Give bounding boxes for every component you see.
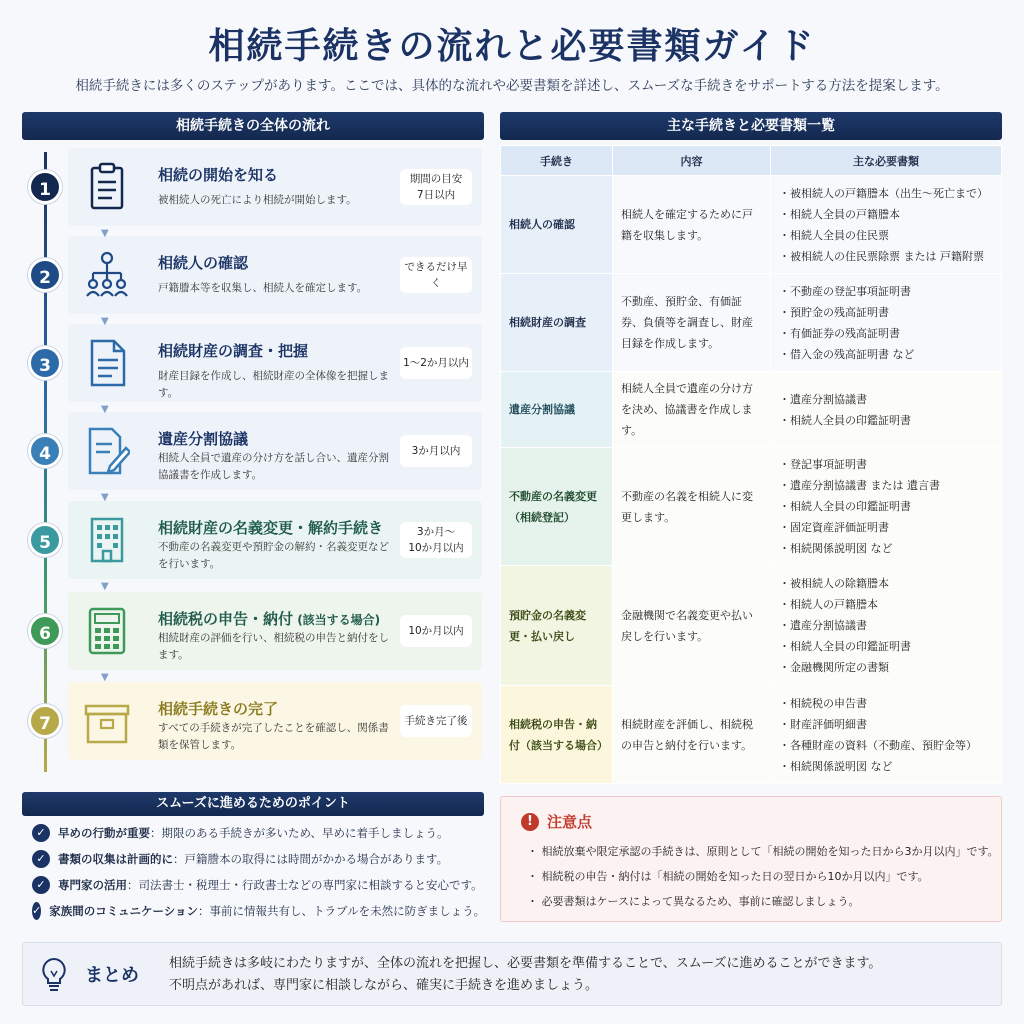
point-item [22, 872, 484, 898]
step-number: 3 [28, 346, 62, 380]
step-duration-badge: できるだけ早く [400, 257, 472, 293]
col-header-proc: 手続き [501, 146, 613, 176]
document-item: ・相続人全員の印鑑証明書 [779, 413, 911, 427]
flow-step [68, 412, 482, 490]
step-duration-badge: 手続き完了後 [400, 705, 472, 737]
document-item: ・遺産分割協議書 [779, 619, 867, 632]
step-title-note: (該当する場合) [293, 613, 381, 627]
document-item: ・固定資産評価証明書 [779, 521, 889, 534]
document-item: ・金融機関所定の書類 [779, 661, 889, 674]
down-arrow-icon: ▼ [101, 672, 109, 683]
caution-item: ・ 相続放棄や限定承認の手続きは、原則として「相続の開始を知った日から3か月以内」です。 [527, 845, 999, 858]
col-header-docs: 主な必要書類 [771, 146, 1002, 176]
down-arrow-icon: ▼ [101, 316, 109, 327]
step-description: 相続財産の評価を行い、相続税の申告と納付をします。 [158, 632, 389, 661]
document-item: ・相続人全員の住民票 [779, 228, 889, 242]
cell-documents [771, 176, 1002, 274]
document-item: ・借入金の残高証明書 など [779, 347, 915, 361]
page-subtitle: 相続手続きには多くのステップがあります。ここでは、具体的な流れや必要書類を詳述し、スムーズな手続きをサポートする方法を提案します。 [75, 78, 949, 94]
step-duration-badge: 1〜2か月以内 [400, 347, 472, 379]
check-icon: ✓ [32, 876, 50, 894]
step-title: 相続の開始を知る [158, 166, 279, 184]
document-item: ・不動産の登記事項証明書 [779, 284, 911, 298]
document-item: ・被相続人の住民票除票 または 戸籍附票 [779, 249, 984, 263]
summary-text [169, 953, 881, 997]
step-description: 不動産の名義変更や預貯金の解約・名義変更などを行います。 [158, 541, 389, 570]
points-header: スムーズに進めるためのポイント [22, 792, 484, 816]
point-text: ：期限のある手続きが多いため、早めに着手しましょう。 [150, 826, 449, 840]
cell-procedure: 遺産分割協議 [501, 372, 613, 448]
table-row [501, 372, 1002, 448]
step-title: 相続財産の調査・把握 [158, 342, 309, 360]
summary-line-2: 不明点があれば、専門家に相談しながら、確実に手続きを進めましょう。 [169, 978, 599, 993]
point-label: 早めの行動が重要 [58, 826, 150, 840]
step-number: 4 [28, 434, 62, 468]
down-arrow-icon: ▼ [101, 404, 109, 415]
document-item: ・相続人全員の印鑑証明書 [779, 640, 911, 653]
step-number: 6 [28, 614, 62, 648]
summary-line-1: 相続手続きは多岐にわたりますが、全体の流れを把握し、必要書類を準備することで、スムーズに進めることができます。 [169, 956, 882, 971]
point-item [22, 846, 484, 872]
cell-procedure: 不動産の名義変更（相続登記） [501, 448, 613, 566]
cell-documents [771, 274, 1002, 372]
calculator-icon [84, 606, 130, 656]
document-item: ・預貯金の残高証明書 [779, 305, 889, 319]
document-item: ・相続人の戸籍謄本 [779, 598, 878, 611]
check-icon: ✓ [32, 824, 50, 842]
document-pen-icon [84, 426, 130, 476]
step-description: 被相続人の死亡により相続が開始します。 [158, 194, 357, 206]
cell-procedure: 預貯金の名義変更・払い戻し [501, 566, 613, 686]
down-arrow-icon: ▼ [101, 492, 109, 503]
cell-documents [771, 448, 1002, 566]
document-item: ・相続人全員の戸籍謄本 [779, 207, 900, 221]
family-tree-icon [84, 250, 130, 300]
document-item: ・被相続人の戸籍謄本（出生〜死亡まで） [779, 186, 988, 200]
step-title: 相続手続きの完了 [158, 700, 279, 718]
cell-content: 不動産の名義を相続人に変更します。 [613, 448, 771, 566]
caution-label: 注意点 [547, 813, 593, 831]
step-number: 1 [28, 170, 62, 204]
step-title: 相続人の確認 [158, 254, 249, 272]
document-item: ・相続関係説明図 など [779, 759, 893, 773]
cell-documents [771, 686, 1002, 784]
point-label: 家族間のコミュニケーション [49, 904, 199, 918]
cell-content: 不動産、預貯金、有価証券、負債等を調査し、財産目録を作成します。 [613, 274, 771, 372]
summary-label: まとめ [85, 965, 139, 986]
point-text: ：司法書士・税理士・行政書士などの専門家に相談すると安心です。 [127, 878, 483, 892]
point-item [22, 898, 484, 924]
document-item: ・遺産分割協議書 [779, 392, 867, 406]
box-icon [84, 696, 130, 746]
cell-documents [771, 566, 1002, 686]
flow-step [68, 236, 482, 314]
step-description: 相続人全員で遺産の分け方を話し合い、遺産分割協議書を作成します。 [158, 452, 389, 481]
step-number: 2 [28, 258, 62, 292]
caution-item: ・ 相続税の申告・納付は「相続の開始を知った日の翌日から10か月以内」です。 [527, 870, 929, 883]
step-duration-badge: 3か月〜 10か月以内 [400, 522, 472, 558]
document-icon [84, 338, 130, 388]
document-item: ・相続関係説明図 など [779, 542, 893, 555]
caution-title [521, 811, 592, 832]
cell-procedure: 相続財産の調査 [501, 274, 613, 372]
step-title: 相続税の申告・納付 (該当する場合) [158, 610, 381, 628]
step-number: 7 [28, 704, 62, 738]
flow-step [68, 592, 482, 670]
point-text: ：戸籍謄本の取得には時間がかかる場合があります。 [173, 852, 449, 866]
cell-content: 金融機関で名義変更や払い戻しを行います。 [613, 566, 771, 686]
step-number: 5 [28, 523, 62, 557]
document-item: ・財産評価明細書 [779, 717, 867, 731]
point-label: 書類の収集は計画的に [58, 852, 173, 866]
flow-step [68, 501, 482, 579]
document-item: ・被相続人の除籍謄本 [779, 577, 889, 590]
docs-table-header: 主な手続きと必要書類一覧 [500, 112, 1002, 140]
col-header-content: 内容 [613, 146, 771, 176]
table-row [501, 686, 1002, 784]
cell-content: 相続人を確定するために戸籍を収集します。 [613, 176, 771, 274]
flow-step [68, 324, 482, 402]
down-arrow-icon: ▼ [101, 581, 109, 592]
step-title: 相続財産の名義変更・解約手続き [158, 519, 384, 537]
table-row [501, 566, 1002, 686]
flow-step [68, 148, 482, 226]
point-item [22, 820, 484, 846]
clipboard-icon [84, 162, 130, 212]
caution-list [527, 839, 999, 914]
caution-box [500, 796, 1002, 922]
step-description: すべての手続きが完了したことを確認し、関係書類を保管します。 [158, 722, 389, 751]
document-item: ・相続税の申告書 [779, 696, 867, 710]
point-text: ：事前に情報共有し、トラブルを未然に防ぎましょう。 [198, 904, 486, 918]
exclamation-icon: ! [521, 813, 539, 831]
step-duration-badge: 10か月以内 [400, 615, 472, 647]
lightbulb-icon [39, 957, 69, 993]
building-icon [84, 515, 130, 565]
step-description: 戸籍謄本等を収集し、相続人を確定します。 [158, 282, 368, 294]
document-item: ・登記事項証明書 [779, 458, 867, 471]
document-item: ・遺産分割協議書 または 遺言書 [779, 479, 940, 492]
flow-step [68, 682, 482, 760]
cell-content: 相続人全員で遺産の分け方を決め、協議書を作成します。 [613, 372, 771, 448]
check-icon: ✓ [32, 902, 41, 920]
table-row [501, 274, 1002, 372]
step-duration-badge: 期間の目安 7日以内 [400, 169, 472, 205]
cell-documents [771, 372, 1002, 448]
docs-table [500, 145, 1002, 784]
cell-procedure: 相続税の申告・納付（該当する場合） [501, 686, 613, 784]
page-title: 相続手続きの流れと必要書類ガイド [208, 25, 816, 67]
caution-item: ・ 必要書類はケースによって異なるため、事前に確認しましょう。 [527, 895, 860, 908]
document-item: ・各種財産の資料（不動産、預貯金等） [779, 738, 977, 752]
table-row [501, 448, 1002, 566]
step-title: 遺産分割協議 [158, 430, 249, 448]
down-arrow-icon: ▼ [101, 228, 109, 239]
step-duration-badge: 3か月以内 [400, 435, 472, 467]
flow-header: 相続手続きの全体の流れ [22, 112, 484, 140]
cell-procedure: 相続人の確認 [501, 176, 613, 274]
step-description: 財産目録を作成し、相続財産の全体像を把握します。 [158, 370, 389, 399]
points-list [22, 820, 484, 924]
table-row [501, 176, 1002, 274]
document-item: ・相続人全員の印鑑証明書 [779, 500, 911, 513]
point-label: 専門家の活用 [58, 878, 127, 892]
summary-box [22, 942, 1002, 1006]
check-icon: ✓ [32, 850, 50, 868]
document-item: ・有価証券の残高証明書 [779, 326, 900, 340]
cell-content: 相続財産を評価し、相続税の申告と納付を行います。 [613, 686, 771, 784]
